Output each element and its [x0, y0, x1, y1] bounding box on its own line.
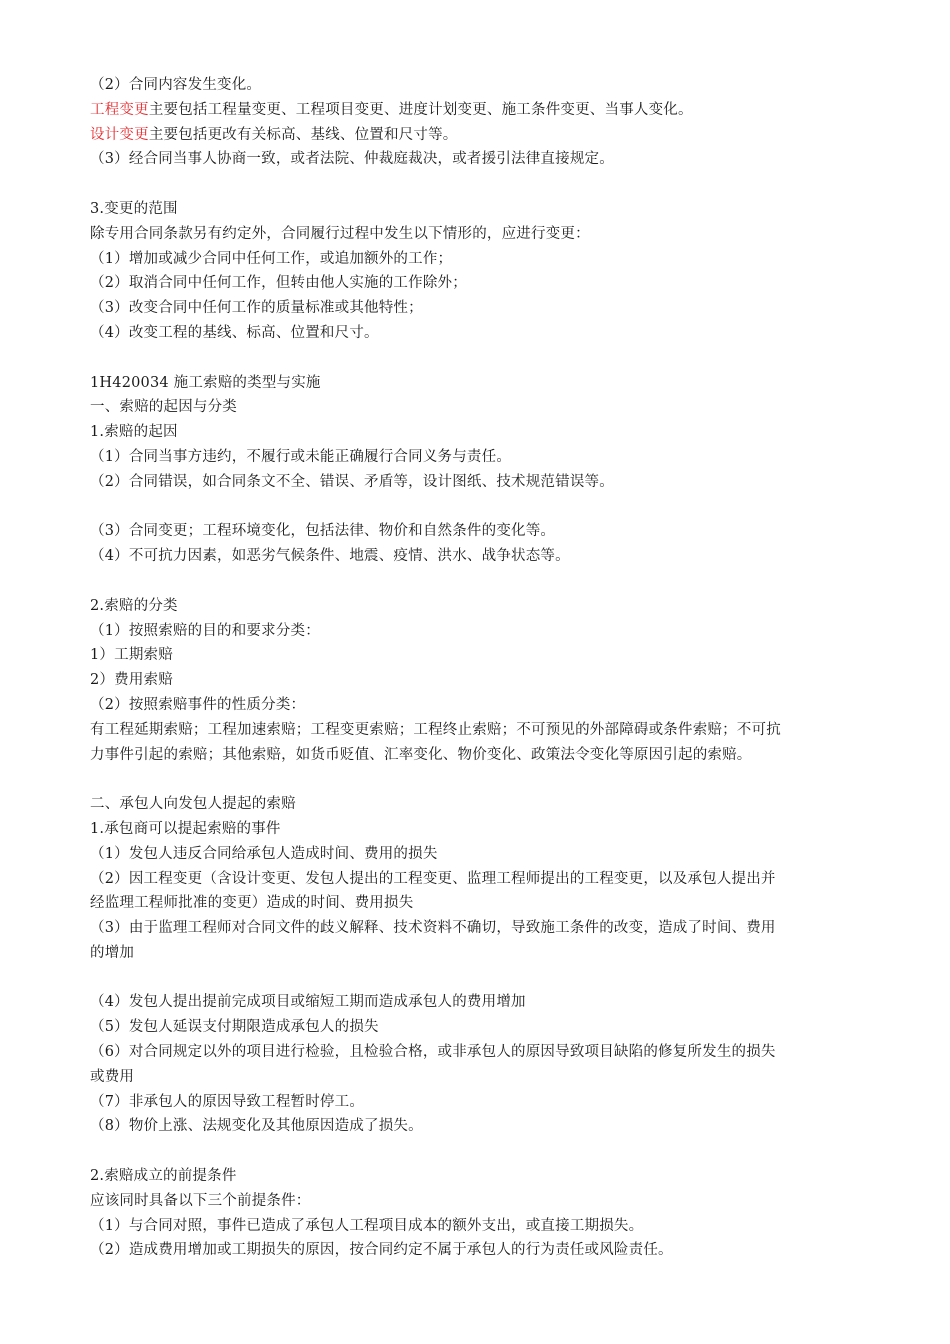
design-change-text: 主要包括更改有关标高、基线、位置和尺寸等。 [148, 126, 458, 143]
text-line: （2）按照索赔事件的性质分类： [90, 696, 306, 713]
blank-line [90, 346, 888, 371]
text-line: （1）合同当事方违约，不履行或未能正确履行合同义务与责任。 [90, 448, 512, 465]
text-line: （6）对合同规定以外的项目进行检验，且检验合格，或非承包人的原因导致项目缺陷的修复所发生的损失 [90, 1044, 776, 1061]
text-line: （2）取消合同中任何工作，但转由他人实施的工作除外； [90, 275, 467, 292]
text-line: （3）由于监理工程师对合同文件的歧义解释、技术资料不确切，导致施工条件的改变，造成了时间、费用 [90, 920, 776, 937]
blank-line [90, 1139, 888, 1164]
engineering-change-text: 主要包括工程量变更、工程项目变更、进度计划变更、施工条件变更、当事人变化。 [148, 101, 693, 118]
design-change-line [90, 123, 888, 148]
text-line: （4）发包人提出提前完成项目或缩短工期而造成承包人的费用增加 [90, 994, 526, 1011]
blank-line [90, 172, 888, 197]
section-heading: 2.索赔的分类 [90, 597, 178, 614]
text-line: （4）改变工程的基线、标高、位置和尺寸。 [90, 324, 379, 341]
text-line: （2）造成费用增加或工期损失的原因，按合同约定不属于承包人的行为责任或风险责任。 [90, 1242, 673, 1259]
text-line: （1）增加或减少合同中任何工作，或追加额外的工作； [90, 250, 453, 267]
blank-line [90, 569, 888, 594]
text-line: （2）合同内容发生变化。 [90, 77, 262, 93]
section-heading: 1.索赔的起因 [90, 424, 178, 441]
blank-line [90, 966, 888, 991]
section-heading: 3.变更的范围 [90, 200, 178, 217]
text-line: （8）物价上涨、法规变化及其他原因造成了损失。 [90, 1118, 423, 1135]
text-line: （2）因工程变更（含设计变更、发包人提出的工程变更、监理工程师提出的工程变更，以及承包人提出并 [90, 870, 776, 887]
section-heading: 2.索赔成立的前提条件 [90, 1168, 237, 1185]
text-line: （1）按照索赔的目的和要求分类： [90, 622, 320, 639]
text-line: 或费用 [90, 1068, 135, 1085]
text-line: （2）合同错误，如合同条文不全、错误、矛盾等，设计图纸、技术规范错误等。 [90, 473, 614, 490]
text-line: （4）不可抗力因素，如恶劣气候条件、地震、疫情、洪水、战争状态等。 [90, 548, 570, 565]
text-line: （3）经合同当事人协商一致，或者法院、仲裁庭裁决，或者援引法律直接规定。 [90, 151, 614, 168]
blank-line [90, 495, 888, 520]
text-line: 除专用合同条款另有约定外，合同履行过程中发生以下情形的，应进行变更： [90, 225, 590, 242]
section-heading: 一、索赔的起因与分类 [90, 399, 237, 416]
text-line: 力事件引起的索赔；其他索赔，如货币贬值、汇率变化、物价变化、政策法令变化等原因引起的索赔。 [90, 746, 752, 763]
engineering-change-term: 工程变更 [90, 101, 149, 118]
text-line: 经监理工程师批准的变更）造成的时间、费用损失 [90, 895, 414, 912]
blank-line [90, 767, 888, 792]
text-line: 有工程延期索赔；工程加速索赔；工程变更索赔；工程终止索赔；不可预见的外部障碍或条件索赔；不可抗 [90, 721, 781, 738]
text-line: 2）费用索赔 [90, 672, 173, 689]
design-change-term: 设计变更 [90, 126, 149, 143]
text-line: （5）发包人延误支付期限造成承包人的损失 [90, 1019, 379, 1036]
text-line: （3）改变合同中任何工作的质量标准或其他特性； [90, 300, 423, 317]
text-line: 的增加 [90, 944, 135, 961]
chapter-heading: 1H420034 施工索赔的类型与实施 [90, 374, 321, 391]
section-heading: 二、承包人向发包人提起的索赔 [90, 796, 296, 813]
text-line: 应该同时具备以下三个前提条件： [90, 1192, 311, 1209]
text-line: （7）非承包人的原因导致工程暂时停工。 [90, 1093, 365, 1110]
text-line: 1）工期索赔 [90, 647, 173, 664]
section-heading: 1.承包商可以提起索赔的事件 [90, 820, 281, 837]
text-line: （1）与合同对照，事件已造成了承包人工程项目成本的额外支出，或直接工期损失。 [90, 1217, 644, 1234]
text-line: （3）合同变更；工程环境变化，包括法律、物价和自然条件的变化等。 [90, 523, 556, 540]
engineering-change-line [90, 98, 888, 123]
text-line: （1）发包人违反合同给承包人造成时间、费用的损失 [90, 845, 438, 862]
